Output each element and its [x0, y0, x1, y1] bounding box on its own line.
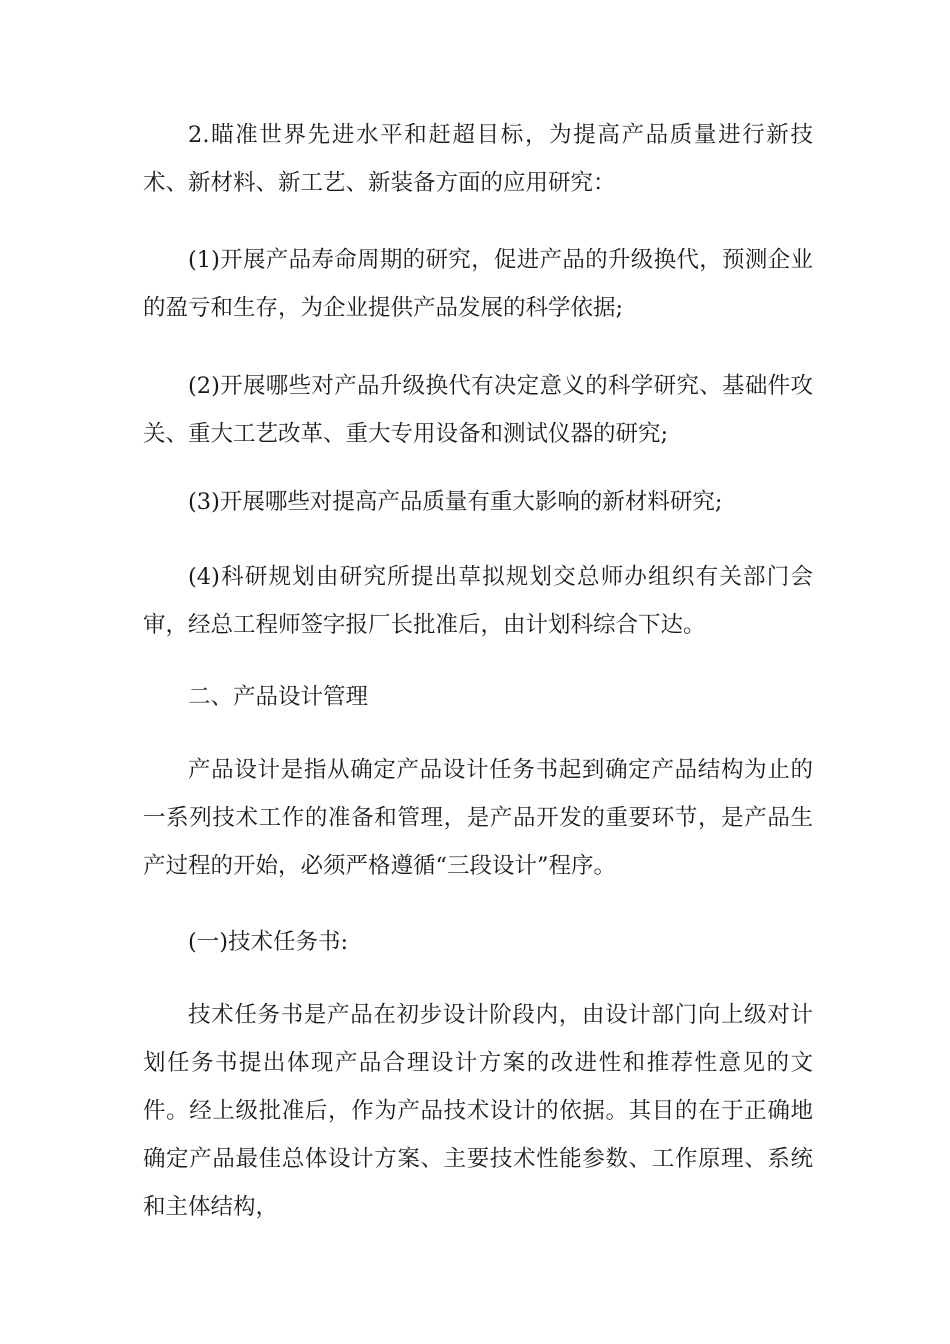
section-heading-product-design: 二、产品设计管理 [188, 684, 369, 710]
paragraph-product-design: 产品设计是指从确定产品设计任务书起到确定产品结构为止的一系列技术工作的准备和管理，是产品开发的重要环节，是产品生产过程的开始，必须严格遵循“三段设计”程序。 [143, 757, 813, 879]
subsection-heading-task-book: (一)技术任务书: [188, 929, 349, 955]
paragraph-item-3: (3)开展哪些对提高产品质量有重大影响的新材料研究; [188, 489, 723, 515]
paragraph-task-book: 技术任务书是产品在初步设计阶段内，由设计部门向上级对计划任务书提出体现产品合理设计方案的改进性和推荐性意见的文件。经上级批准后，作为产品技术设计的依据。其目的在于正确地确定产品最佳总体设计方案、主要技术性能参数、工作原理、系统和主体结构， [143, 1002, 813, 1220]
paragraph-item-2: (2)开展哪些对产品升级换代有决定意义的科学研究、基础件攻关、重大工艺改革、重大专用设备和测试仪器的研究; [143, 373, 813, 447]
paragraph-research-goal: 2.瞄准世界先进水平和赶超目标，为提高产品质量进行新技术、新材料、新工艺、新装备方面的应用研究： [143, 122, 813, 196]
paragraph-item-4: (4)科研规划由研究所提出草拟规划交总师办组织有关部门会审，经总工程师签字报厂长批准后，由计划科综合下达。 [143, 564, 813, 638]
paragraph-item-1: (1)开展产品寿命周期的研究，促进产品的升级换代，预测企业的盈亏和生存，为企业提供产品发展的科学依据; [143, 247, 813, 321]
